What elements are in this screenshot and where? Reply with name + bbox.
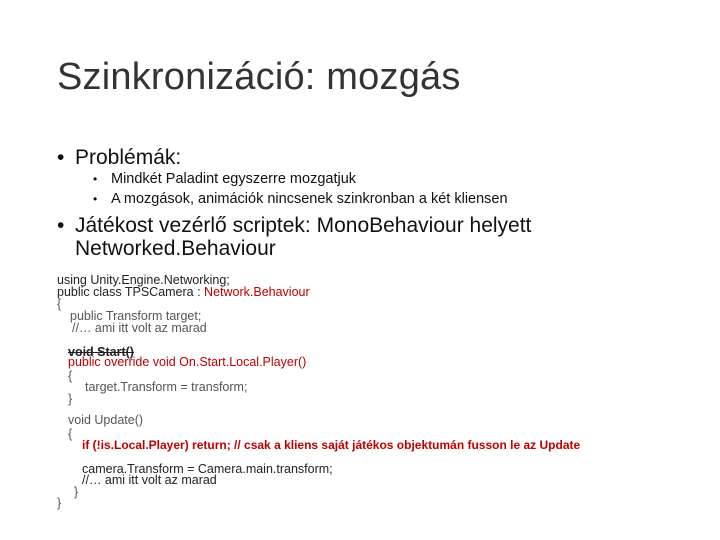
code-line-brace-4: { — [68, 427, 73, 441]
code-line-brace-5: } — [74, 485, 79, 499]
code-line-class — [57, 286, 310, 298]
code-line-islocalplayer-check: if (!is.Local.Player) return; // csak a kliens saját játékos objektumán fusson le az Update — [82, 438, 581, 452]
bullet-problems — [57, 146, 181, 170]
slide-title: Szinkronizáció: mozgás — [57, 56, 461, 98]
code-line-start-struck: void Start() — [68, 345, 134, 359]
bullet-dot: • — [57, 146, 65, 169]
code-line-comment-2: //… ami itt volt az marad — [82, 473, 217, 487]
sub-bullet-2 — [93, 191, 508, 207]
bullet-scripts-line2: Networked.Behaviour — [75, 237, 276, 260]
code-class-base: Network.Behaviour — [204, 285, 310, 299]
code-line-field: public Transform target; — [70, 309, 202, 323]
code-override-prefix: public override void — [68, 355, 180, 369]
code-line-brace-3: } — [68, 392, 73, 406]
bullet-problems-text: Problémák: — [75, 146, 182, 169]
sub-bullet-2-text: A mozgások, animációk nincsenek szinkronban a két kliensen — [111, 191, 508, 207]
code-line-brace-close: } — [57, 496, 62, 510]
bullet-dot: • — [93, 192, 98, 206]
code-class-prefix: public class TPSCamera : — [57, 285, 205, 299]
code-line-brace-open: { — [57, 297, 62, 311]
code-line-camera-assign: camera.Transform = Camera.main.transform; — [82, 462, 333, 476]
bullet-scripts — [57, 214, 531, 260]
code-override-method: On.Start.Local.Player() — [179, 355, 307, 369]
sub-bullet-1-text: Mindkét Paladint egyszerre mozgatjuk — [111, 171, 357, 187]
code-line-comment-1: //… ami itt volt az marad — [72, 321, 207, 335]
bullet-scripts-line1: Játékost vezérlő scriptek: MonoBehaviour helyett — [75, 214, 532, 237]
code-line-onstartlocalplayer — [68, 356, 306, 368]
code-line-using: using Unity.Engine.Networking; — [57, 273, 230, 287]
code-line-brace-2: { — [68, 369, 73, 383]
code-line-target-assign: target.Transform = transform; — [85, 380, 248, 394]
bullet-dot: • — [93, 172, 98, 186]
sub-bullet-1 — [93, 171, 356, 187]
bullet-dot: • — [57, 214, 65, 237]
code-line-update: void Update() — [68, 413, 144, 427]
